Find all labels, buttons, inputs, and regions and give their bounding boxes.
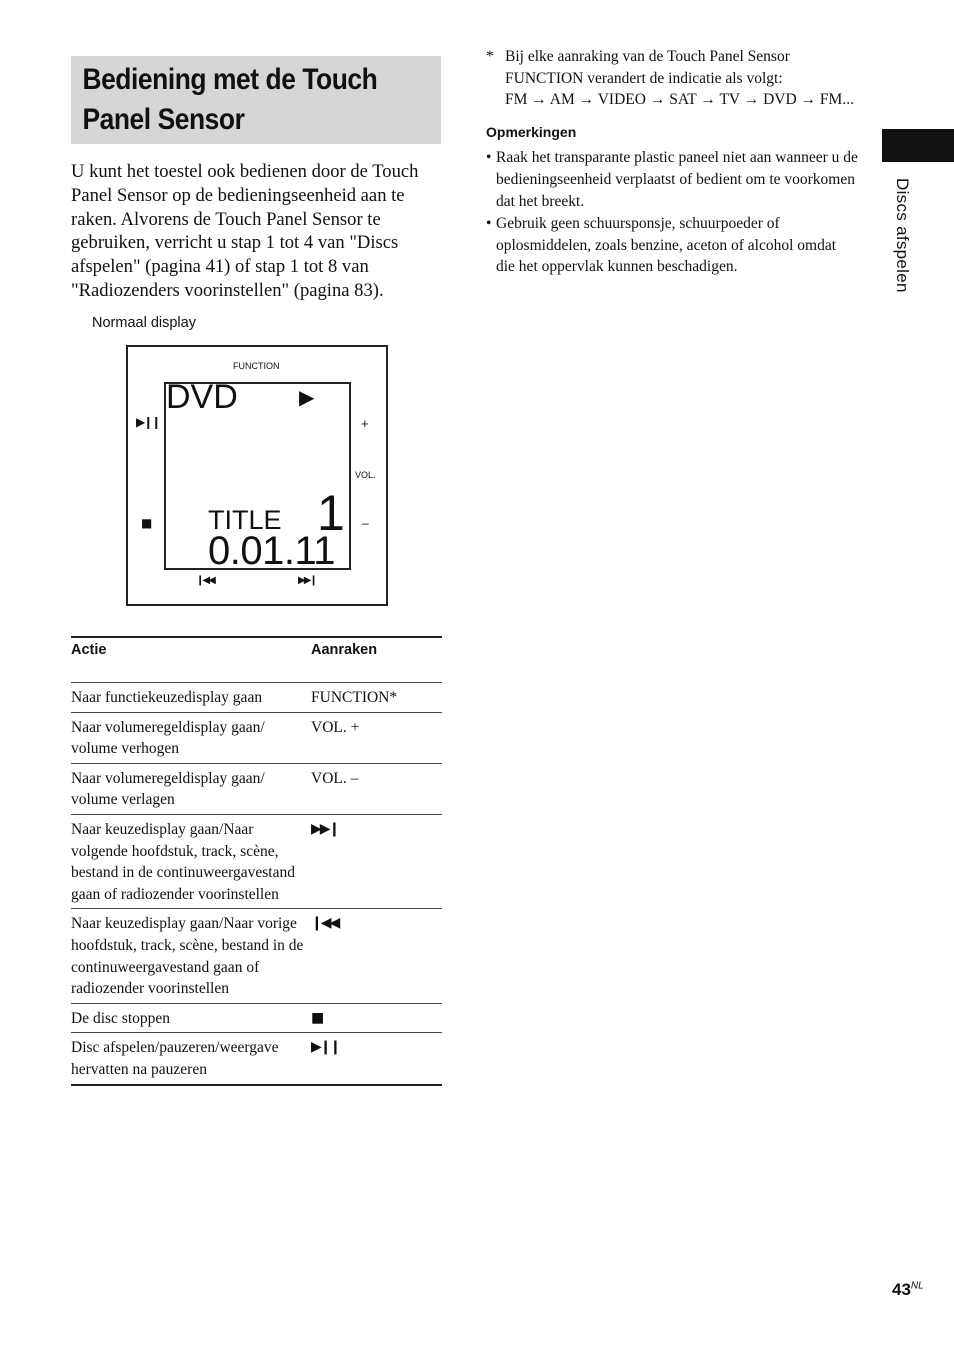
- page-number: [892, 1280, 924, 1300]
- right-column: [486, 46, 858, 279]
- header-action: Actie: [71, 642, 107, 658]
- action-cell: Naar volumeregeldisplay gaan/ volume verlagen: [71, 769, 265, 809]
- action-cell: Naar keuzedisplay gaan/Naar volgende hoofdstuk, track, scène, bestand in de continuweergavestand gaan of radiozender voorinstellen: [71, 820, 295, 903]
- play-pause-icon: ▶❙❙: [311, 1039, 340, 1056]
- table-header: [71, 638, 442, 683]
- next-icon: ▶▶❙: [298, 575, 316, 586]
- table-row: [71, 1033, 442, 1085]
- play-pause-icon: ▶❙❙: [136, 415, 160, 429]
- table-row: [71, 764, 442, 815]
- footnote: [486, 46, 858, 111]
- action-cell: Disc afspelen/pauzeren/weergave hervatten na pauzeren: [71, 1039, 279, 1078]
- action-cell: Naar keuzedisplay gaan/Naar vorige hoofdstuk, track, scène, bestand in de continuweergavestand gaan of radiozender voorinstellen: [71, 915, 304, 998]
- remarks-list: [486, 147, 858, 278]
- table-row: [71, 683, 442, 713]
- page-number-value: 43: [892, 1280, 911, 1299]
- stop-icon: ■: [141, 516, 153, 530]
- prev-icon: ❙◀◀: [311, 915, 339, 932]
- lcd-source: DVD: [166, 378, 238, 416]
- section-tab-label: Discs afspelen: [893, 178, 912, 293]
- touch-panel-figure: [126, 345, 388, 606]
- footnote-sequence: FM → AM → VIDEO → SAT → TV → DVD → FM...: [505, 91, 854, 109]
- lcd-screen: [164, 378, 351, 573]
- figure-caption: Normaal display: [92, 315, 196, 331]
- intro-text: U kunt het toestel ook bedienen door de Touch Panel Sensor op de bedieningseenheid aan te raken. Alvorens de Touch Panel Sensor te gebruiken, verricht u stap 1 tot 4 van "Discs afspelen" (pagina 41) of stap 1 tot 8 van "Radiozenders voorinstellen" (pagina 83).: [71, 161, 419, 301]
- table-row: [71, 1004, 442, 1034]
- vol-label: VOL.: [355, 470, 376, 480]
- list-item: • Gebruik geen schuursponsje, schuurpoeder of oplosmiddelen, zoals benzine, aceton of alcohol omdat die het oppervlak kunnen beschadigen.: [486, 213, 858, 278]
- remarks-heading: Opmerkingen: [486, 123, 577, 140]
- prev-icon: ❙◀◀: [196, 575, 214, 586]
- touch-cell: VOL. –: [311, 769, 359, 787]
- actions-table: [71, 636, 442, 1086]
- stop-icon: ■: [311, 1009, 325, 1026]
- table-row: [71, 713, 442, 764]
- vol-minus-label: –: [362, 516, 369, 530]
- next-icon: ▶▶❙: [311, 820, 339, 837]
- intro-paragraph: [71, 160, 443, 303]
- lcd-play-icon: ▶: [299, 385, 315, 409]
- remark-text: Raak het transparante plastic paneel niet aan wanneer u de bedieningseenheid verplaatst of bedient om te voorkomen dat het breekt.: [496, 149, 858, 210]
- section-title-box: [71, 56, 441, 144]
- vol-plus-label: +: [361, 416, 369, 431]
- action-cell: Naar functiekeuzedisplay gaan: [71, 689, 263, 706]
- footnote-text: Bij elke aanraking van de Touch Panel Sensor FUNCTION verandert de indicatie als volgt:: [505, 48, 790, 87]
- action-cell: Naar volumeregeldisplay gaan/ volume verhogen: [71, 718, 265, 758]
- lcd-title-label: TITLE: [208, 505, 282, 535]
- list-item: • Raak het transparante plastic paneel niet aan wanneer u de bedieningseenheid verplaatst of bedient om te voorkomen dat het breekt.: [486, 147, 858, 212]
- function-label: FUNCTION: [233, 361, 280, 371]
- lcd-title-number: 1: [317, 485, 345, 541]
- header-touch: Aanraken: [311, 642, 378, 658]
- table-row: [71, 909, 442, 1003]
- page-number-suffix: NL: [910, 1280, 924, 1292]
- section-title: Bediening met de Touch Panel Sensor: [82, 63, 378, 136]
- lcd-time: 0.01.11: [208, 529, 335, 573]
- table-row: [71, 815, 442, 909]
- action-cell: De disc stoppen: [71, 1009, 171, 1027]
- touch-cell: VOL. +: [311, 718, 360, 736]
- touch-cell: FUNCTION*: [311, 689, 398, 706]
- footnote-marker: *: [486, 48, 494, 65]
- section-tab-marker: [882, 129, 954, 162]
- remark-text: Gebruik geen schuursponsje, schuurpoeder of oplosmiddelen, zoals benzine, aceton of alcohol omdat die het oppervlak kunnen beschadigen.: [496, 215, 837, 276]
